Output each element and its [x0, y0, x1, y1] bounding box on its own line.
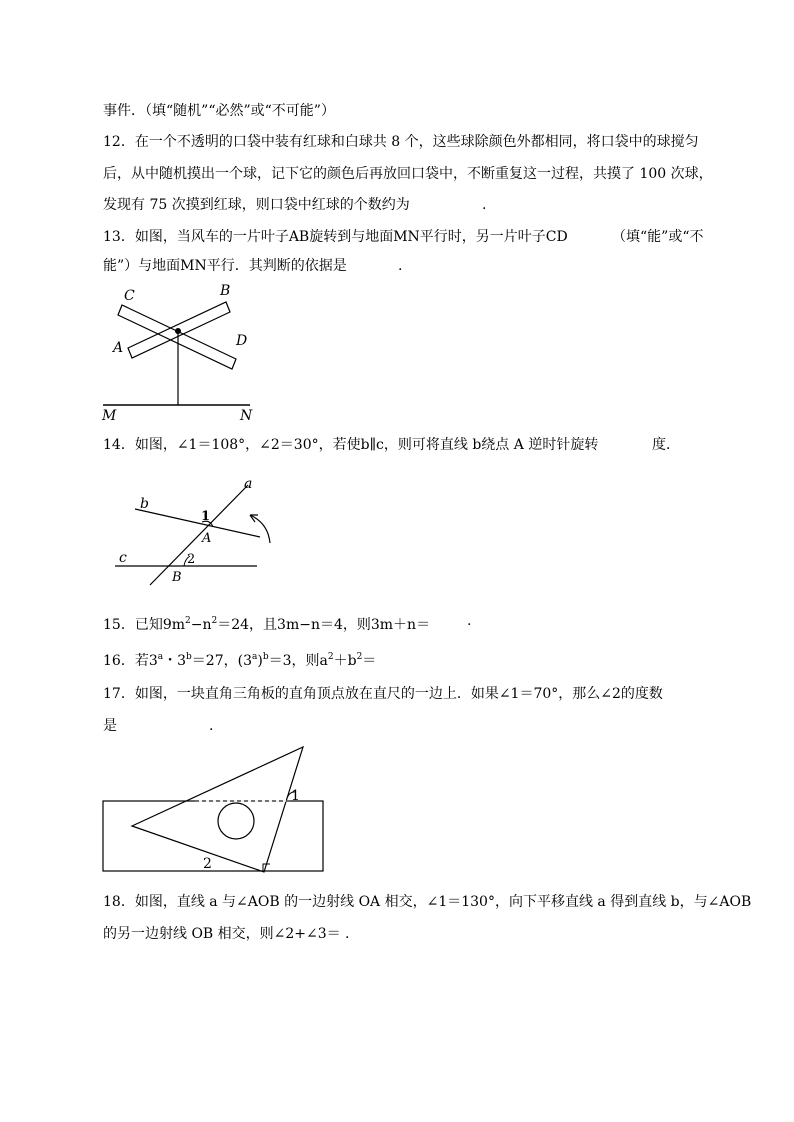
- q15-end: .: [467, 613, 472, 629]
- ruler-triangle-figure: [100, 742, 330, 877]
- triangle-hole: [218, 803, 254, 839]
- q16-exp-2a: 2: [327, 652, 334, 662]
- q15-minus-n: −n: [190, 617, 212, 633]
- label-a: a: [244, 476, 253, 492]
- q14-line1b: 度．: [652, 437, 680, 453]
- label-c: c: [119, 550, 127, 566]
- windmill-figure: [100, 280, 270, 425]
- q16-mid2: ＝27，(3: [191, 653, 252, 669]
- q18-line1: 18．如图，直线 a 与∠AOB 的一边射线 OA 相交，∠1＝130°，向下平移直线 a 得到直线 b，与∠AOB: [103, 894, 752, 910]
- label-point-a: A: [202, 531, 212, 546]
- q16-mid3: ): [257, 653, 263, 669]
- label-angle1: 1: [201, 509, 211, 524]
- q16-exp-2b: 2: [356, 652, 363, 662]
- q12-line3: 发现有 75 次摸到红球，则口袋中红球的个数约为: [103, 197, 410, 213]
- q18-end: .: [345, 926, 350, 942]
- q14-line1a: 14．如图，∠1＝108°，∠2＝30°，若使b∥c，则可将直线 b绕点 A 逆时针旋转: [103, 437, 599, 453]
- hub-dot: [175, 328, 181, 334]
- label-m: M: [102, 408, 117, 424]
- q16-mid1: ・3: [163, 653, 187, 669]
- label-c: C: [124, 288, 135, 304]
- label-b: B: [220, 283, 231, 299]
- label-n: N: [240, 408, 253, 424]
- q16-exp-b2: b: [262, 652, 269, 662]
- q18-line2: 的另一边射线 OB 相交，则∠2+∠3＝: [103, 926, 341, 942]
- q13-line1a: 13．如图，当风车的一片叶子AB旋转到与地面MN平行时，另一片叶子CD: [103, 229, 568, 245]
- q16-prefix: 16．若3: [103, 653, 158, 669]
- q16-exp-a: a: [157, 652, 164, 662]
- lines-abc-figure: [110, 475, 285, 590]
- q13-end: .: [398, 258, 403, 274]
- label-a: A: [113, 340, 124, 356]
- label-angle2: 2: [187, 552, 196, 567]
- q16-exp-b: b: [186, 652, 192, 662]
- q16-mid4: ＝3，则a: [268, 653, 328, 669]
- q17-line1: 17．如图，一块直角三角板的直角顶点放在直尺的一边上．如果∠1＝70°，那么∠2的度数: [103, 686, 663, 702]
- ruler: [103, 801, 323, 871]
- q15-rest: ＝24，且3m−n＝4，则3m＋n＝: [217, 617, 431, 633]
- label-angle1: 1: [291, 788, 300, 804]
- label-b: b: [140, 496, 149, 512]
- q13-line2a: 能”）与地面MN平行．其判断的依据是: [103, 258, 347, 274]
- q16-exp-a2: a: [251, 652, 258, 662]
- label-angle2: 2: [203, 856, 212, 872]
- label-d: D: [236, 333, 248, 349]
- q15-line: [103, 611, 430, 635]
- q11-tail: 事件．（填“随机”“必然”或“不可能”）: [103, 103, 335, 119]
- line-b: [135, 509, 260, 537]
- q15-exp-n: 2: [211, 616, 218, 626]
- q17-end: .: [209, 718, 214, 734]
- q15-exp-m: 2: [185, 616, 191, 626]
- q17-line2a: 是: [103, 718, 117, 734]
- q13-line1b: （填“能”或“不: [612, 229, 704, 245]
- set-square: [132, 747, 303, 872]
- q12-end: .: [482, 197, 487, 213]
- q16-end: ＝: [362, 653, 377, 669]
- label-point-b: B: [172, 570, 182, 585]
- q15-prefix: 15．已知9m: [103, 617, 185, 633]
- q12-line1: 12．在一个不透明的口袋中装有红球和白球共 8 个，这些球除颜色外都相同，将口袋中的球搅匀: [103, 134, 699, 150]
- q12-line2: 后，从中随机摸出一个球，记下它的颜色后再放回口袋中，不断重复这一过程，共摸了 100 次球，: [103, 166, 713, 182]
- q16-mid5: ＋b: [333, 653, 357, 669]
- q16-line: [103, 647, 376, 671]
- line-a: [150, 485, 248, 585]
